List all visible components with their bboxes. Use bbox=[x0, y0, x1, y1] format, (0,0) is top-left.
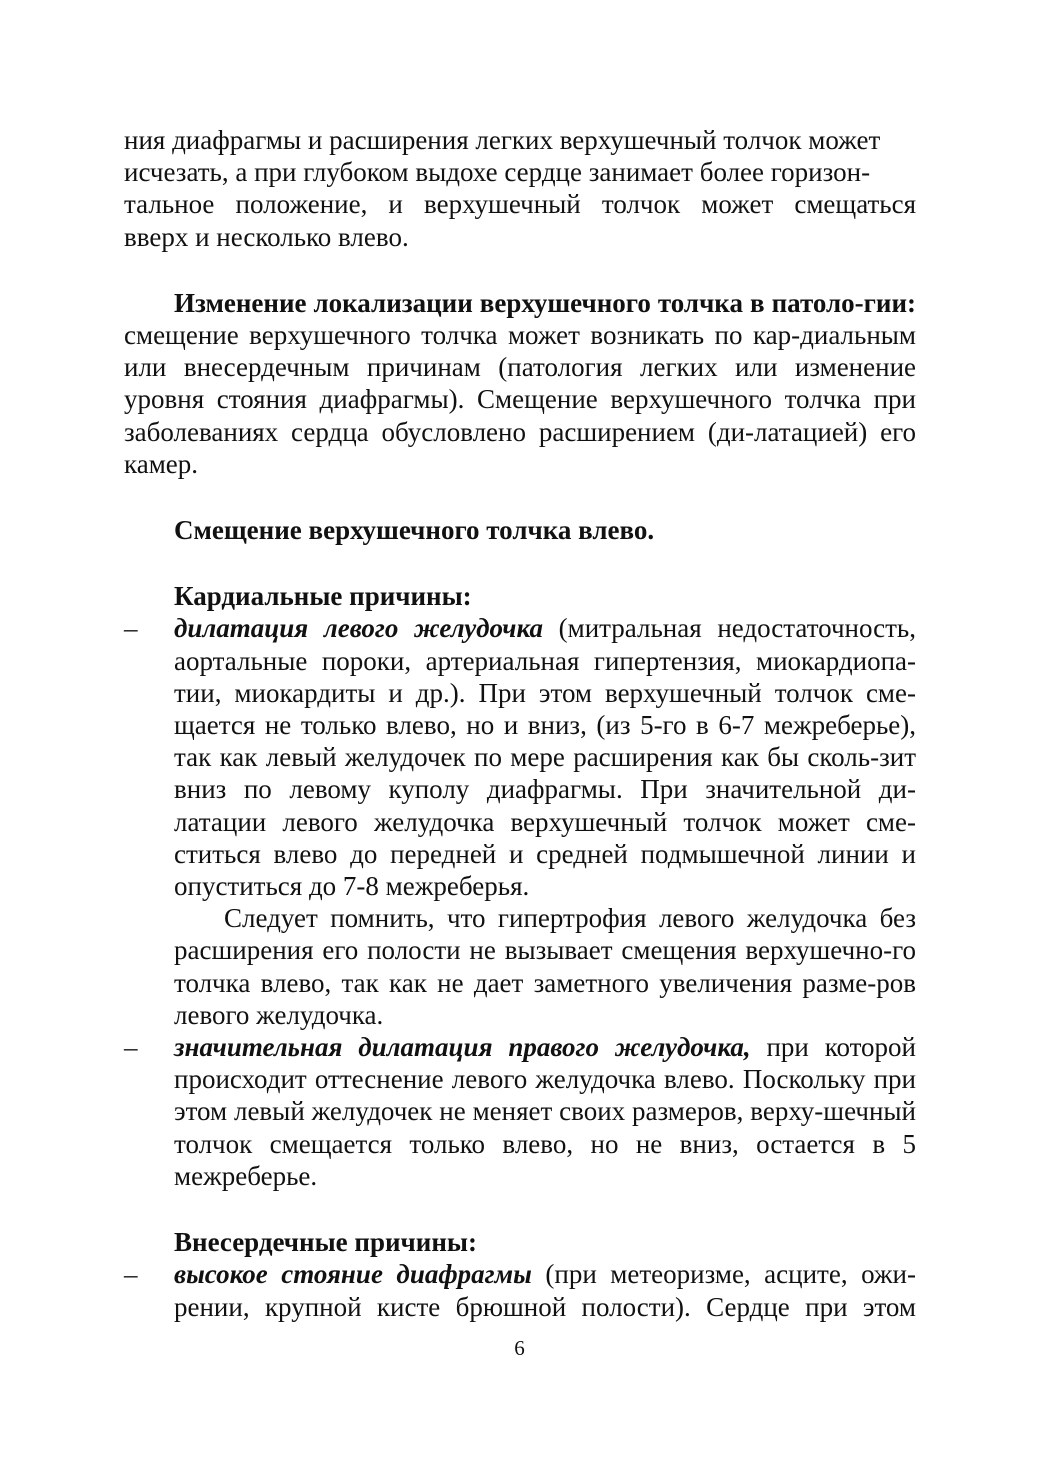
paragraph-continuation bbox=[124, 124, 916, 253]
subheading-cardiac-causes: Кардиальные причины: bbox=[174, 581, 472, 612]
list-item-body: (митральная недостаточность, аортальные пороки, артериальная гипертензия, миокардиопа-тии, миокардиты и др.). При этом верхушечный толчок сме-щается не только влево, но и вниз, (из 5-го в 6-7 межреберье), так как левый желудочек по мере расширения как бы сколь-зит вниз по левому куполу диафрагмы. При значительной ди-латации левого желудочка верхушечный толчок может сме-ститься влево до передней и средней подмышечной линии и опуститься до 7-8 межреберья. bbox=[174, 613, 916, 902]
page-body bbox=[124, 124, 916, 1323]
para1-line-4: вверх и несколько влево. bbox=[124, 221, 409, 252]
list-item-cardiac-1 bbox=[124, 612, 916, 1031]
para1-line-2: исчезать, а при глубоком выдохе сердце занимает более горизон- bbox=[124, 157, 871, 188]
paragraph-text: смещение верхушечного толчка может возникать по кар-диальным или внесердечным причинам (патология легких или изменение уровня стояния диафрагмы). Смещение верхушечного толчка при заболеваниях сердца обусловлено расширением (ди-латацией) его камер. bbox=[124, 320, 916, 479]
paragraph-bold-lead: Изменение локализации верхушечного толчка в патоло-гии: bbox=[174, 287, 916, 318]
para1-line-3: тальное положение, и верхушечный толчок может смещаться bbox=[124, 189, 916, 220]
list-item-body: при которой происходит оттеснение левого желудочка влево. Поскольку при этом левый желудочек не меняет своих размеров, верху-шечный толчок смещается только влево, но не вниз, остается в 5 межреберье. bbox=[174, 1032, 916, 1191]
list-dash: – bbox=[124, 1259, 138, 1290]
page-number: 6 bbox=[514, 1336, 525, 1360]
list-item-note: Следует помнить, что гипертрофия левого желудочка без расширения его полости не вызывает смещения верхушечно-го толчка влево, так как не дает заметного увеличения разме-ров левого желудочка. bbox=[174, 903, 916, 1030]
list-item-emphasis: дилатация левого желудочка bbox=[174, 613, 543, 644]
list-item-text bbox=[174, 1258, 916, 1322]
section-heading-left-shift: Смещение верхушечного толчка влево. bbox=[174, 515, 655, 546]
list-dash: – bbox=[124, 613, 138, 644]
para1-line-1: ния диафрагмы и расширения легких верхушечный толчок может bbox=[124, 125, 881, 155]
list-item-text bbox=[174, 1031, 916, 1192]
list-item-body: (при метеоризме, асците, ожи-рении, крупной кисте брюшной полости). Сердце при этом bbox=[174, 1259, 917, 1322]
list-item-extracardiac-1 bbox=[124, 1258, 916, 1322]
list-item-text bbox=[174, 612, 916, 902]
subheading-extracardiac-causes: Внесердечные причины: bbox=[174, 1227, 477, 1258]
list-item-cardiac-2 bbox=[124, 1031, 916, 1192]
list-item-emphasis: значительная дилатация правого желудочка, bbox=[174, 1032, 751, 1063]
list-item-emphasis: высокое стояние диафрагмы bbox=[174, 1259, 532, 1290]
paragraph-localization-change bbox=[124, 287, 916, 480]
list-dash: – bbox=[124, 1032, 138, 1063]
